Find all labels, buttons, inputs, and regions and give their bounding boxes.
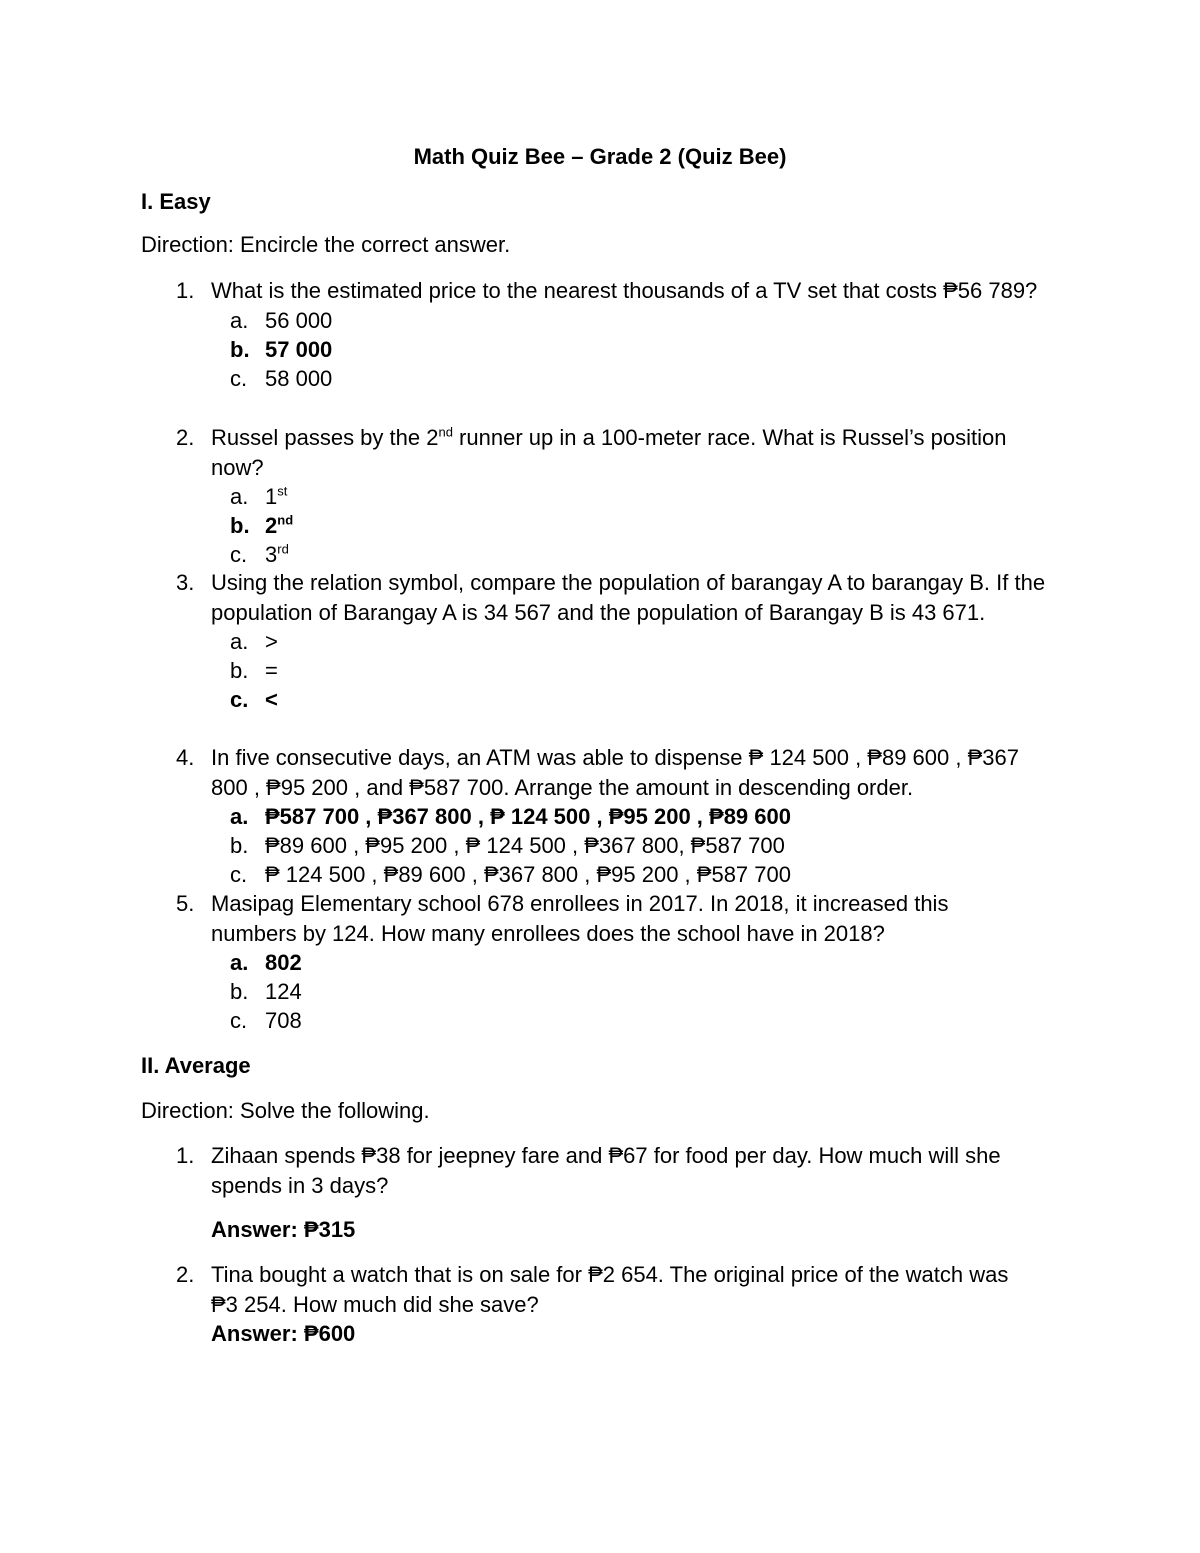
choice-label: a. [230,307,249,333]
choice-label: c. [230,687,249,713]
choice-value: = [265,658,278,684]
choice-item [176,482,1076,511]
choice-item-correct [176,685,1076,714]
choice-item-correct [176,802,1076,831]
section-heading-average: II. Average [141,1053,251,1078]
question-number: 5. [176,891,195,916]
question-text: What is the estimated price to the nearest thousands of a TV set that costs ₱56 789? [211,278,1038,303]
question-number: 1. [176,278,195,303]
question-item [176,1260,1076,1319]
question-text: Masipag Elementary school 678 enrollees in 2017. In 2018, it increased this numbers by 124. How many enrollees does the school have in 2018? [211,891,949,946]
choice-value: 124 [265,979,302,1005]
choice-value: 802 [265,950,302,975]
choice-value: 56 000 [265,307,333,333]
choice-number: 2 [265,513,278,539]
choice-value: ₱89 600 , ₱95 200 , ₱ 124 500 , ₱367 800, ₱587 700 [265,833,785,859]
ordinal-suffix: nd [438,424,453,440]
choice-label: b. [230,833,249,859]
choice-list [176,948,1076,1036]
question-item [176,889,1076,1036]
question-number: 1. [176,1143,195,1168]
choice-value: 58 000 [265,365,333,391]
choice-item [176,977,1076,1006]
question-item [176,568,1076,715]
choice-value [265,542,289,567]
choice-item-correct [176,511,1076,540]
question-text-part: runner up in a 100-meter race. What is Russel’s position now? [211,425,1007,480]
choice-label: a. [230,484,249,509]
question-number: 2. [176,425,195,450]
choice-label: b. [230,513,250,539]
question-text [211,423,1011,482]
choice-label: c. [230,542,248,568]
question-text: Zihaan spends ₱38 for jeepney fare and ₱67 for food per day. How much will she spends in 3 days? [211,1143,1001,1198]
question-number: 2. [176,1262,195,1287]
choice-label: b. [230,979,249,1005]
choice-list [176,627,1076,715]
section-direction-easy: Direction: Encircle the correct answer. [141,232,511,257]
question-item [176,1141,1076,1200]
question-text: Using the relation symbol, compare the population of barangay A to barangay B. If the population of Barangay A is 34 567 and the population of Barangay B is 43 671. [211,570,1046,625]
choice-value: > [265,629,278,654]
choice-value: 708 [265,1008,302,1034]
question-text: In five consecutive days, an ATM was able to dispense ₱ 124 500 , ₱89 600 , ₱367 800 , ₱95 200 , and ₱587 700. Arrange the amount in descending order. [211,745,1019,800]
section-heading-easy: I. Easy [141,189,211,214]
choice-item-correct [176,948,1076,977]
choice-value: 57 000 [265,336,333,362]
choice-item [176,656,1076,685]
question-text: Tina bought a watch that is on sale for ₱2 654. The original price of the watch was ₱3 254. How much did she save? [211,1262,1009,1317]
choice-list [176,802,1076,890]
choice-label: c. [230,1008,248,1034]
choice-item [176,540,1076,569]
question-item [176,743,1076,890]
choice-item [176,1006,1076,1035]
ordinal-suffix: nd [277,512,294,528]
choice-item-correct [176,335,1076,364]
question-number: 4. [176,745,195,770]
choice-list [176,482,1076,570]
question-item [176,423,1076,570]
choice-number: 3 [265,542,278,568]
choice-number: 1 [265,484,278,509]
choice-label: a. [230,804,249,829]
choice-item [176,627,1076,656]
choice-label: b. [230,658,249,684]
choice-label: c. [230,862,248,888]
question-text-part: Russel passes by the 2 [211,425,439,450]
choice-value: < [265,687,278,713]
section-direction-average: Direction: Solve the following. [141,1098,430,1123]
choice-item [176,860,1076,889]
choice-item [176,364,1076,393]
ordinal-suffix: rd [277,542,289,558]
answer-text: Answer: ₱315 [211,1217,356,1242]
choice-value [265,484,287,509]
choice-label: b. [230,336,250,362]
choice-label: a. [230,950,249,975]
choice-value: ₱ 124 500 , ₱89 600 , ₱367 800 , ₱95 200 , ₱587 700 [265,862,791,888]
page-title: Math Quiz Bee – Grade 2 (Quiz Bee) [413,144,787,169]
choice-list [176,306,1076,394]
choice-value [265,513,293,538]
choice-item [176,831,1076,860]
answer-text: Answer: ₱600 [211,1321,356,1346]
question-item [176,276,1076,393]
choice-label: c. [230,365,248,391]
question-number: 3. [176,570,195,595]
choice-label: a. [230,629,249,654]
choice-value: ₱587 700 , ₱367 800 , ₱ 124 500 , ₱95 200 , ₱89 600 [265,804,791,829]
choice-item [176,306,1076,335]
ordinal-suffix: st [277,483,288,499]
